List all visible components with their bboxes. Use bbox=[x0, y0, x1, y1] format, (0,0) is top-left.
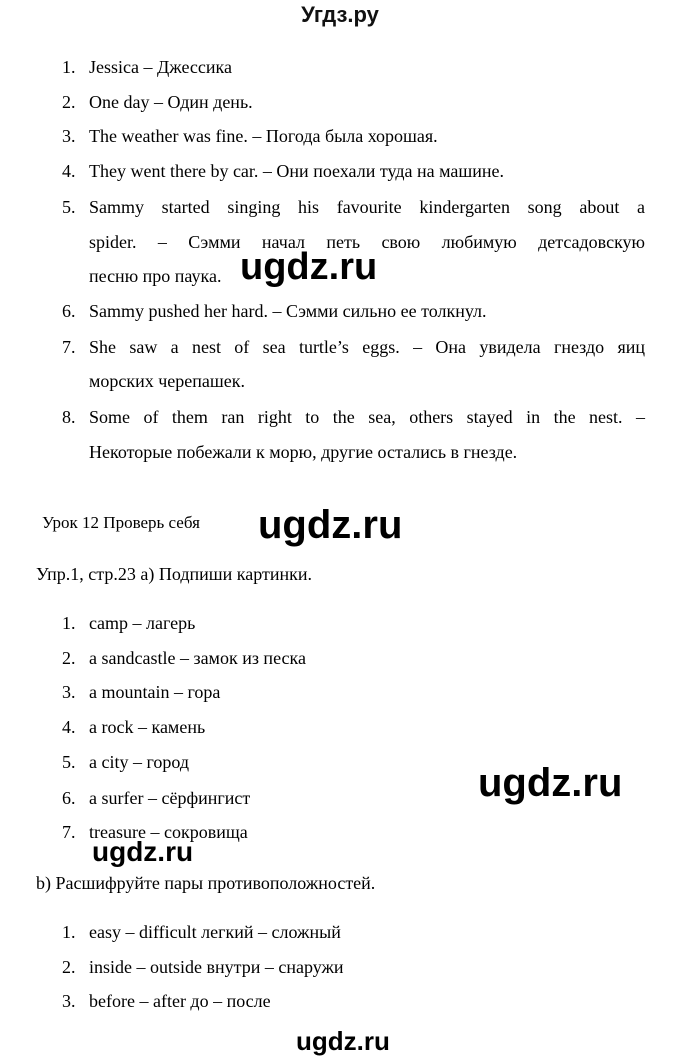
item-number: 7. bbox=[62, 822, 76, 842]
item-text-line: Some of them ran right to the sea, others stayed in the nest. – bbox=[89, 407, 645, 427]
section-heading: Урок 12 Проверь себя bbox=[42, 513, 200, 532]
item-number: 2. bbox=[62, 92, 76, 112]
watermark: ugdz.ru bbox=[92, 836, 194, 867]
item-number: 2. bbox=[62, 648, 76, 668]
item-number: 5. bbox=[62, 752, 76, 772]
item-number: 4. bbox=[62, 161, 76, 181]
item-text: treasure – сокровища bbox=[89, 822, 248, 842]
item-text: Jessica – Джессика bbox=[89, 57, 232, 77]
item-text: The weather was fine. – Погода была хорошая. bbox=[89, 126, 438, 146]
item-text: a city – город bbox=[89, 752, 190, 772]
item-number: 4. bbox=[62, 717, 76, 737]
item-number: 3. bbox=[62, 682, 76, 702]
item-number: 1. bbox=[62, 57, 76, 77]
item-text: One day – Один день. bbox=[89, 92, 253, 112]
item-number: 3. bbox=[62, 126, 76, 146]
watermark: ugdz.ru bbox=[478, 761, 623, 805]
item-text: a rock – камень bbox=[89, 717, 206, 737]
item-text: camp – лагерь bbox=[89, 613, 196, 633]
item-number: 5. bbox=[62, 197, 76, 217]
exercise-heading: Упр.1, стр.23 а) Подпиши картинки. bbox=[36, 564, 312, 584]
item-number: 8. bbox=[62, 407, 76, 427]
item-text: inside – outside внутри – снаружи bbox=[89, 957, 344, 977]
item-number: 1. bbox=[62, 922, 76, 942]
site-title: Угдз.ру bbox=[301, 2, 379, 27]
item-text-line: She saw a nest of sea turtle’s eggs. – Она увидела гнездо яиц bbox=[89, 337, 645, 357]
item-text: a surfer – сёрфингист bbox=[89, 788, 251, 808]
item-text: a sandcastle – замок из песка bbox=[89, 648, 306, 668]
item-number: 1. bbox=[62, 613, 76, 633]
item-number: 3. bbox=[62, 991, 76, 1011]
watermark: ugdz.ru bbox=[296, 1026, 390, 1056]
watermark: ugdz.ru bbox=[258, 503, 403, 547]
item-text-line: песню про паука. bbox=[89, 266, 222, 286]
item-text: easy – difficult легкий – сложный bbox=[89, 922, 341, 942]
item-text-line: Некоторые побежали к морю, другие остались в гнезде. bbox=[89, 442, 518, 462]
item-number: 2. bbox=[62, 957, 76, 977]
subheading-b: b) Расшифруйте пары противоположностей. bbox=[36, 873, 376, 893]
item-text-line: Sammy started singing his favourite kindergarten song about a bbox=[89, 197, 645, 217]
item-text: before – after до – после bbox=[89, 991, 271, 1011]
watermark: ugdz.ru bbox=[240, 246, 378, 288]
item-number: 6. bbox=[62, 788, 76, 808]
item-text: a mountain – гора bbox=[89, 682, 221, 702]
item-text-line: spider. – Сэмми начал петь свою любимую детсадовскую bbox=[89, 232, 645, 252]
item-number: 7. bbox=[62, 337, 76, 357]
item-number: 6. bbox=[62, 301, 76, 321]
item-text: Sammy pushed her hard. – Сэмми сильно ее толкнул. bbox=[89, 301, 487, 321]
item-text-line: морских черепашек. bbox=[89, 371, 246, 391]
item-text: They went there by car. – Они поехали туда на машине. bbox=[89, 161, 504, 181]
